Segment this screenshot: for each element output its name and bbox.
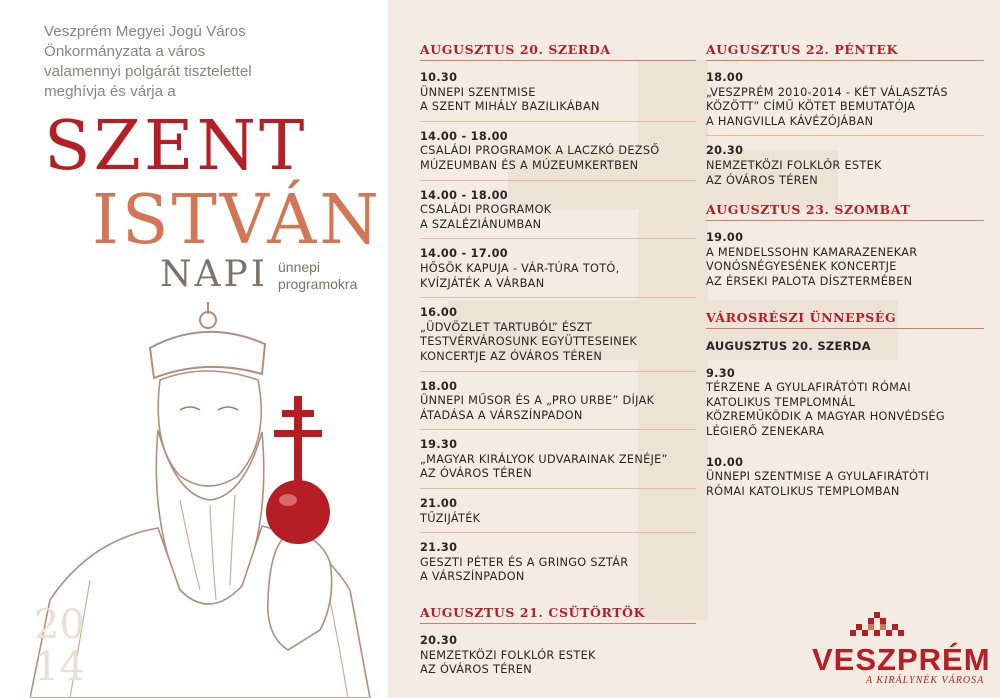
title-istvan: ISTVÁN bbox=[92, 181, 382, 260]
year-line: 14 bbox=[34, 644, 85, 690]
event-item bbox=[420, 130, 696, 181]
event-time: 14.00 - 17.00 bbox=[420, 247, 508, 261]
event-item bbox=[706, 231, 984, 295]
logo-wordmark: VESZPRÉM bbox=[812, 642, 991, 677]
event-time: 21.00 bbox=[420, 497, 458, 511]
event-line: „VESZPRÉM 2010-2014 - KÉT VÁLASZTÁS bbox=[706, 85, 948, 99]
checkered-crown-icon bbox=[850, 612, 910, 642]
event-item bbox=[706, 71, 984, 136]
district-event bbox=[706, 456, 984, 500]
event-item bbox=[420, 541, 696, 591]
event-time: 16.00 bbox=[420, 306, 458, 320]
invitation-line: meghívja és várja a bbox=[44, 83, 176, 100]
district-event bbox=[706, 367, 984, 440]
event-time: 21.30 bbox=[420, 541, 458, 555]
event-line: NEMZETKÖZI FOLKLÓR ESTEK bbox=[706, 158, 882, 172]
schedule-column-right bbox=[706, 34, 984, 515]
event-line: GESZTI PÉTER ÉS A GRINGO SZTÁR bbox=[420, 555, 629, 569]
event-line: ÜNNEPI SZENTMISE A GYULAFIRÁTÓTI bbox=[706, 470, 930, 484]
event-line: KONCERTJE AZ ÓVÁROS TÉREN bbox=[420, 349, 603, 363]
event-time: 18.00 bbox=[420, 379, 458, 393]
event-time: 18.00 bbox=[706, 71, 744, 84]
event-line: CSALÁDI PROGRAMOK A LACZKÓ DEZSŐ bbox=[420, 144, 660, 158]
invitation-line: valamennyi polgárát tisztelettel bbox=[44, 63, 252, 80]
event-line: A MENDELSSOHN KAMARAZENEKAR bbox=[706, 245, 918, 259]
event-time: 19.30 bbox=[420, 438, 458, 452]
event-time: 20.30 bbox=[420, 634, 458, 648]
event-line: „ÜDVÖZLET TARTUBÓL” ÉSZT bbox=[420, 320, 593, 334]
event-line: „MAGYAR KIRÁLYOK UDVARAINAK ZENÉJE” bbox=[420, 452, 668, 466]
invitation-text bbox=[44, 22, 344, 102]
event-time: 9.30 bbox=[706, 366, 736, 380]
veszprem-logo bbox=[806, 612, 991, 688]
event-line: A HANGVILLA KÁVÉZÓJÁBAN bbox=[706, 114, 874, 128]
event-time: 20.30 bbox=[706, 144, 744, 158]
event-line: A VÁRSZÍNPADON bbox=[420, 570, 525, 584]
event-line: LÉGIERŐ ZENEKARA bbox=[706, 424, 825, 438]
event-line: AZ ÓVÁROS TÉREN bbox=[420, 663, 532, 677]
event-line: AZ ÓVÁROS TÉREN bbox=[420, 467, 532, 481]
event-line: TŰZIJÁTÉK bbox=[420, 511, 481, 525]
logo-tagline: A KIRÁLYNÉK VÁROSA bbox=[866, 675, 985, 686]
district-heading: VÁROSRÉSZI ÜNNEPSÉG bbox=[706, 310, 984, 329]
event-time: 10.00 bbox=[706, 455, 744, 469]
event-time: 19.00 bbox=[706, 231, 744, 245]
event-line: RÓMAI KATOLIKUS TEMPLOMBAN bbox=[706, 484, 900, 498]
event-line: KÖZÖTT” CÍMŰ KÖTET BEMUTATÓJA bbox=[706, 100, 916, 114]
event-item bbox=[420, 497, 696, 533]
day-heading: AUGUSZTUS 23. SZOMBAT bbox=[706, 202, 984, 221]
event-line: A SZALÉZIÁNUMBAN bbox=[420, 217, 542, 231]
title-szent: SZENT bbox=[44, 107, 308, 186]
event-item bbox=[420, 306, 696, 371]
subtitle bbox=[278, 259, 357, 293]
event-line: NEMZETKÖZI FOLKLÓR ESTEK bbox=[420, 648, 596, 662]
event-line: HŐSÖK KAPUJA - VÁR-TÚRA TOTÓ, bbox=[420, 261, 620, 275]
subtitle-line: programokra bbox=[278, 276, 358, 292]
event-line: ÜNNEPI SZENTMISE bbox=[420, 85, 536, 99]
schedule-column-left bbox=[420, 34, 696, 692]
event-line: A SZENT MIHÁLY BAZILIKÁBAN bbox=[420, 100, 600, 114]
event-line: ÁTADÁSA A VÁRSZÍNPADON bbox=[420, 408, 583, 422]
invitation-line: Veszprém Megyei Jogú Város bbox=[44, 23, 246, 40]
event-line: CSALÁDI PROGRAMOK bbox=[420, 203, 552, 217]
day-heading: AUGUSZTUS 20. SZERDA bbox=[420, 42, 696, 61]
event-line: TÉRZENE A GYULAFIRÁTÓTI RÓMAI bbox=[706, 381, 911, 395]
event-item bbox=[420, 634, 696, 684]
event-line: MÚZEUMBAN ÉS A MÚZEUMKERTBEN bbox=[420, 158, 639, 172]
event-line: AZ ÉRSEKI PALOTA DÍSZTERMÉBEN bbox=[706, 274, 913, 288]
event-time: 14.00 - 18.00 bbox=[420, 129, 508, 143]
title-napi: NAPI bbox=[160, 254, 268, 295]
day-heading: AUGUSZTUS 22. PÉNTEK bbox=[706, 42, 984, 61]
event-line: ÜNNEPI MŰSOR ÉS A „PRO URBE” DÍJAK bbox=[420, 394, 655, 408]
event-item bbox=[420, 247, 696, 298]
event-line: KÖZREMŰKÖDIK A MAGYAR HONVÉDSÉG bbox=[706, 410, 945, 424]
year-watermark bbox=[34, 604, 85, 688]
event-line: TESTVÉRVÁROSUNK EGYÜTTESEINEK bbox=[420, 335, 638, 349]
poster-left-panel bbox=[0, 0, 388, 698]
event-item bbox=[420, 380, 696, 431]
invitation-line: Önkormányzata a város bbox=[44, 43, 206, 60]
event-line: KVÍZJÁTÉK A VÁRBAN bbox=[420, 276, 545, 290]
event-time: 10.30 bbox=[420, 71, 458, 84]
subtitle-line: ünnepi bbox=[278, 259, 321, 275]
event-line: KATOLIKUS TEMPLOMNÁL bbox=[706, 395, 856, 409]
event-time: 14.00 - 18.00 bbox=[420, 188, 508, 202]
event-line: VONÓSNÉGYESÉNEK KONCERTJE bbox=[706, 260, 897, 274]
event-item bbox=[706, 144, 984, 194]
event-line: AZ ÓVÁROS TÉREN bbox=[706, 173, 818, 187]
district-date: AUGUSZTUS 20. SZERDA bbox=[706, 338, 871, 353]
event-item bbox=[420, 71, 696, 122]
event-item bbox=[420, 189, 696, 240]
day-heading: AUGUSZTUS 21. CSÜTÖRTÖK bbox=[420, 605, 696, 624]
event-item bbox=[420, 438, 696, 489]
year-line: 20 bbox=[34, 602, 85, 648]
